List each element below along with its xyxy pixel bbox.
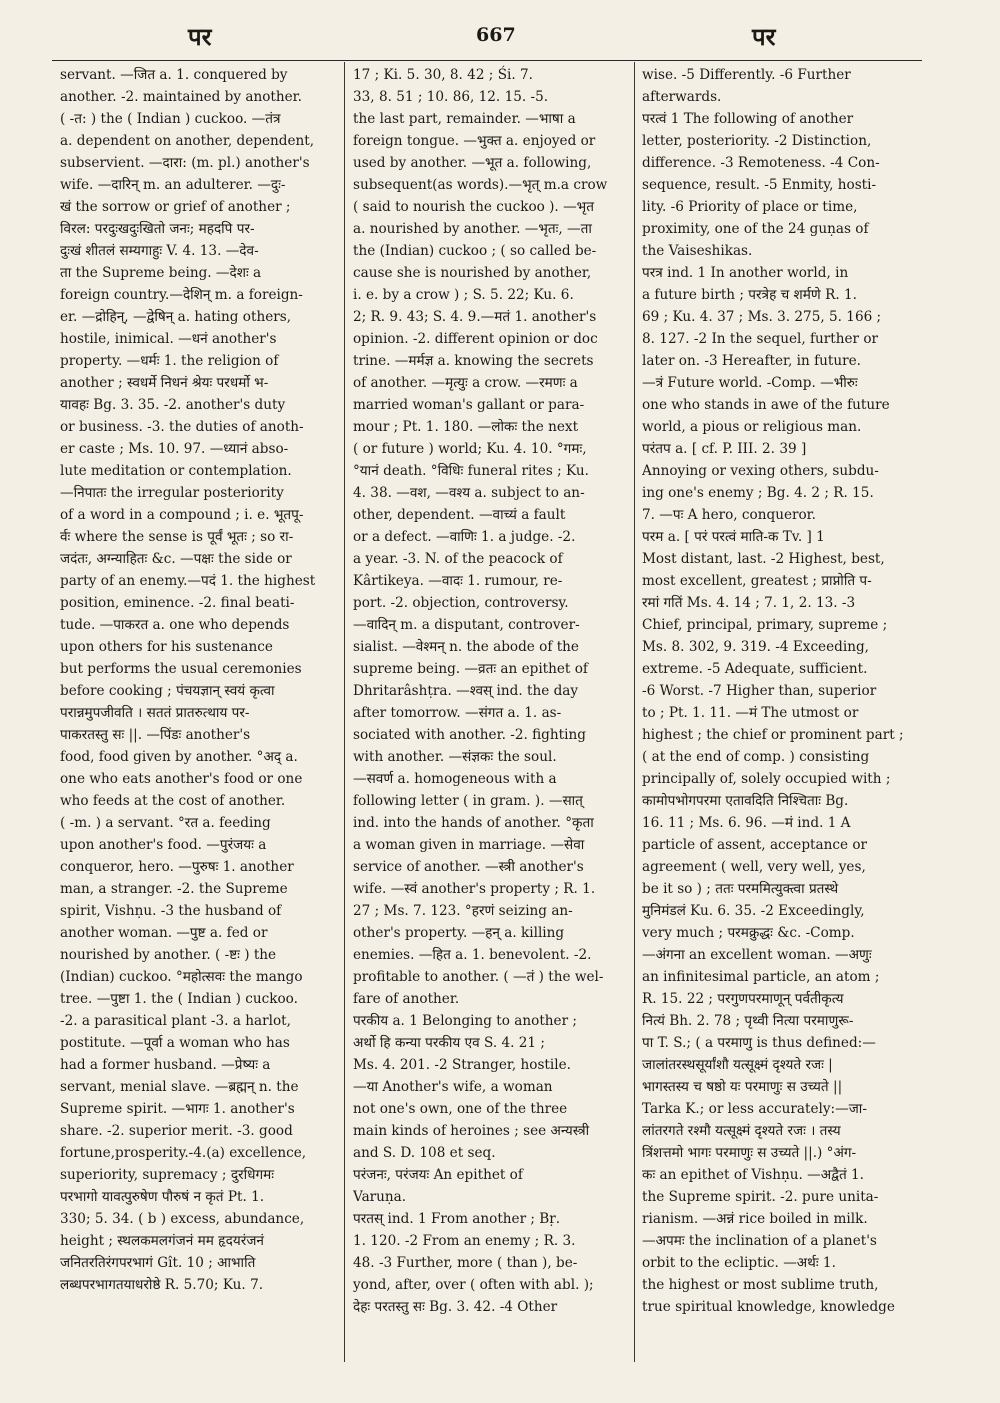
text-line: विरल: परदुःखदुःखितो जनः; महदपि पर-: [60, 221, 255, 237]
column-middle: [353, 64, 629, 1394]
text-line: परंतप a. [ cf. P. III. 2. 39 ]: [642, 441, 807, 457]
page-number: 667: [476, 24, 516, 46]
text-line: पा T. S.; ( a परमाणु is thus defined:—: [642, 1035, 876, 1051]
text-line: the Supreme spirit. -2. pure unita-: [642, 1189, 879, 1205]
text-line: or a defect. —वाणिः 1. a judge. -2.: [353, 529, 576, 545]
text-line: —अपमः the inclination of a planet's: [642, 1233, 877, 1249]
text-line: trine. —मर्मज्ञ a. knowing the secrets: [353, 353, 594, 369]
text-line: er caste ; Ms. 10. 97. —ध्यानं abso-: [60, 441, 289, 457]
text-line: ( said to nourish the cuckoo ). —भृत: [353, 199, 594, 215]
text-line: परतस् ind. 1 From another ; Bṛ.: [353, 1211, 561, 1227]
text-line: opinion. -2. different opinion or doc: [353, 331, 598, 347]
text-line: conqueror, hero. —पुरुषः 1. another: [60, 859, 294, 875]
text-line: the last part, remainder. —भाषा a: [353, 111, 576, 127]
text-line: भागस्तस्य च षष्ठो यः परमाणुः स उच्यते ||: [642, 1079, 843, 1095]
text-line: 69 ; Ku. 4. 37 ; Ms. 3. 275, 5. 166 ;: [642, 309, 882, 325]
text-line: ing one's enemy ; Bg. 4. 2 ; R. 15.: [642, 485, 874, 501]
text-line: Most distant, last. -2 Highest, best,: [642, 551, 885, 567]
text-line: but performs the usual ceremonies: [60, 661, 302, 677]
text-line: 33, 8. 51 ; 10. 86, 12. 15. -5.: [353, 89, 549, 105]
text-line: sociated with another. -2. fighting: [353, 727, 586, 743]
text-line: Kârtikeya. —वादः 1. rumour, re-: [353, 573, 563, 589]
column-left: [60, 64, 338, 1394]
text-line: ( or future ) world; Ku. 4. 10. °गमः,: [353, 441, 587, 457]
text-line: 330; 5. 34. ( b ) excess, abundance,: [60, 1211, 305, 1227]
text-line: त्रिंशत्तमो भागः परमाणुः स उच्यते ||.) °अंग-: [642, 1145, 857, 1161]
text-line: one who eats another's food or one: [60, 771, 303, 787]
text-line: letter, posteriority. -2 Distinction,: [642, 133, 872, 149]
text-line: Annoying or vexing others, subdu-: [642, 463, 879, 479]
text-line: hostile, inimical. —धनं another's: [60, 331, 277, 347]
text-line: port. -2. objection, controversy.: [353, 595, 569, 611]
text-line: a. dependent on another, dependent,: [60, 133, 315, 149]
text-line: —निपातः the irregular posteriority: [60, 485, 284, 501]
text-line: party of an enemy.—पदं 1. the highest: [60, 573, 316, 589]
text-line: very much ; परमक्रुद्धः &c. -Comp.: [642, 925, 855, 941]
text-line: परभागो यावत्पुरुषेण पौरुषं न कृतं Pt. 1.: [60, 1189, 265, 1205]
text-line: लांतरगते रश्मौ यत्सूक्ष्मं दृश्यते रजः । तस्य: [642, 1123, 841, 1139]
text-line: -2. a parasitical plant -3. a harlot,: [60, 1013, 291, 1029]
text-line: Dhritarâshṭra. —श्वस् ind. the day: [353, 683, 579, 699]
text-line: Supreme spirit. —भागः 1. another's: [60, 1101, 295, 1117]
text-line: a year. -3. N. of the peacock of: [353, 551, 563, 567]
text-line: ता the Supreme being. —देशः a: [60, 265, 262, 281]
text-line: Ms. 8. 302, 9. 319. -4 Exceeding,: [642, 639, 869, 655]
text-line: cause she is nourished by another,: [353, 265, 592, 281]
text-line: नित्यं Bh. 2. 78 ; पृथ्वी नित्या परमाणुरू-: [642, 1013, 854, 1029]
text-line: ( -त: ) the ( Indian ) cuckoo. —तंत्र: [60, 111, 281, 127]
text-line: लब्धपरभागतयाधरोष्ठे R. 5.70; Ku. 7.: [60, 1277, 264, 1293]
text-line: fare of another.: [353, 991, 460, 1007]
text-line: जालांतरस्थसूर्यांशौ यत्सूक्ष्मं दृश्यते रजः |: [642, 1057, 833, 1073]
text-line: मुनिमंडलं Ku. 6. 35. -2 Exceedingly,: [642, 903, 865, 919]
text-line: rianism. —अन्नं rice boiled in milk.: [642, 1211, 868, 1227]
text-line: world, a pious or religious man.: [642, 419, 862, 435]
text-line: another woman. —पुष्ट a. fed or: [60, 925, 268, 941]
text-line: i. e. by a crow ) ; S. 5. 22; Ku. 6.: [353, 287, 574, 303]
text-line: later on. -3 Hereafter, in future.: [642, 353, 861, 369]
text-line: who feeds at the cost of another.: [60, 793, 286, 809]
column-divider: [344, 62, 345, 1362]
text-line: other, dependent. —वाच्यं a fault: [353, 507, 566, 523]
text-line: yond, after, over ( often with abl. );: [353, 1277, 594, 1293]
text-line: °यानं death. °विधिः funeral rites ; Ku.: [353, 463, 589, 479]
text-line: true spiritual knowledge, knowledge: [642, 1299, 895, 1315]
text-line: servant, menial slave. —ब्रह्मन् n. the: [60, 1079, 299, 1095]
text-line: another ; स्वधर्मे निधनं श्रेयः परधर्मो भ-: [60, 375, 269, 391]
text-line: following letter ( in gram. ). —सात्: [353, 793, 583, 809]
text-line: रमां गतिं Ms. 4. 14 ; 7. 1, 2. 13. -3: [642, 595, 856, 611]
text-line: foreign tongue. —भुक्त a. enjoyed or: [353, 133, 596, 149]
text-line: —अंगना an excellent woman. —अणुः: [642, 947, 872, 963]
text-line: principally of, solely occupied with ;: [642, 771, 891, 787]
text-line: 16. 11 ; Ms. 6. 96. —मं ind. 1 A: [642, 815, 851, 831]
text-line: most excellent, greatest ; प्राप्नोति प-: [642, 573, 872, 589]
text-line: a future birth ; परत्रेह च शर्मणे R. 1.: [642, 287, 857, 303]
text-line: difference. -3 Remoteness. -4 Con-: [642, 155, 880, 171]
text-line: tree. —पुष्टा 1. the ( Indian ) cuckoo.: [60, 991, 298, 1007]
text-line: extreme. -5 Adequate, sufficient.: [642, 661, 868, 677]
text-line: postitute. —पूर्वा a woman who has: [60, 1035, 290, 1051]
text-line: the (Indian) cuckoo ; ( so called be-: [353, 243, 597, 259]
text-line: position, eminence. -2. final beati-: [60, 595, 295, 611]
text-line: 48. -3 Further, more ( than ), be-: [353, 1255, 578, 1271]
text-line: यावहः Bg. 3. 35. -2. another's duty: [60, 397, 286, 413]
text-line: sialist. —वेश्मन् n. the abode of the: [353, 639, 579, 655]
text-line: to ; Pt. 1. 11. —मं The utmost or: [642, 705, 859, 721]
text-line: upon others for his sustenance: [60, 639, 273, 655]
text-line: main kinds of heroines ; see अन्यस्त्री: [353, 1123, 590, 1139]
text-line: ( -m. ) a servant. °रत a. feeding: [60, 815, 271, 831]
text-line: upon another's food. —पुरंजयः a: [60, 837, 267, 853]
text-line: lity. -6 Priority of place or time,: [642, 199, 858, 215]
text-line: —वादिन् m. a disputant, controver-: [353, 617, 580, 633]
text-line: ( at the end of comp. ) consisting: [642, 749, 870, 765]
text-line: Chief, principal, primary, supreme ;: [642, 617, 888, 633]
text-line: 1. 120. -2 From an enemy ; R. 3.: [353, 1233, 576, 1249]
text-line: अर्थो हि कन्या परकीय एव S. 4. 21 ;: [353, 1035, 545, 1051]
text-line: Varuṇa.: [353, 1189, 407, 1205]
text-line: 2; R. 9. 43; S. 4. 9.—मतं 1. another's: [353, 309, 597, 325]
text-line: servant. —जित a. 1. conquered by: [60, 67, 288, 83]
text-line: परान्नमुपजीवति । सततं प्रातरुत्थाय पर-: [60, 705, 250, 721]
text-line: 27 ; Ms. 7. 123. °हरणं seizing an-: [353, 903, 573, 919]
text-line: service of another. —स्त्री another's: [353, 859, 584, 875]
text-line: man, a stranger. -2. the Supreme: [60, 881, 288, 897]
text-line: 7. —पः A hero, conqueror.: [642, 507, 816, 523]
text-line: married woman's gallant or para-: [353, 397, 585, 413]
text-line: Ms. 4. 201. -2 Stranger, hostile.: [353, 1057, 571, 1073]
text-line: particle of assent, acceptance or: [642, 837, 868, 853]
text-line: जनितरतिरंगपरभागं Gît. 10 ; आभाति: [60, 1255, 256, 1271]
text-line: (Indian) cuckoo. °महोत्सवः the mango: [60, 969, 303, 985]
text-line: ind. into the hands of another. °कृता: [353, 815, 594, 831]
text-line: wife. —दारिन् m. an adulterer. —दुः-: [60, 177, 286, 193]
text-line: height ; स्थलकमलगंजनं मम हृदयरंजनं: [60, 1233, 264, 1249]
text-line: -6 Worst. -7 Higher than, superior: [642, 683, 877, 699]
text-line: —या Another's wife, a woman: [353, 1079, 553, 1095]
text-line: 17 ; Ki. 5. 30, 8. 42 ; Śi. 7.: [353, 67, 533, 83]
text-line: subsequent(as words).—भृत् m.a crow: [353, 177, 608, 193]
text-line: not one's own, one of the three: [353, 1101, 568, 1117]
text-line: share. -2. superior merit. -3. good: [60, 1123, 293, 1139]
text-line: wise. -5 Differently. -6 Further: [642, 67, 851, 83]
text-line: परम a. [ परं परत्वं माति-क Tv. ] 1: [642, 529, 825, 545]
header-rule: [52, 60, 922, 61]
text-line: पाकरतस्तु सः ||. —पिंडः another's: [60, 727, 251, 743]
text-line: one who stands in awe of the future: [642, 397, 890, 413]
text-line: before cooking ; पंचयज्ञान् स्वयं कृत्वा: [60, 683, 275, 699]
text-line: of a word in a compound ; i. e. भूतपू-: [60, 507, 304, 523]
text-line: 4. 38. —वश, —वश्य a. subject to an-: [353, 485, 585, 501]
text-line: जदंतः, अग्न्याहितः &c. —पक्षः the side or: [60, 551, 292, 567]
text-line: —सवर्ण a. homogeneous with a: [353, 771, 557, 787]
text-line: lute meditation or contemplation.: [60, 463, 292, 479]
text-line: another. -2. maintained by another.: [60, 89, 303, 105]
text-line: subservient. —दारा: (m. pl.) another's: [60, 155, 310, 171]
text-line: proximity, one of the 24 guṇas of: [642, 221, 869, 237]
text-line: fortune,prosperity.-4.(a) excellence,: [60, 1145, 307, 1161]
text-line: foreign country.—देशिन् m. a foreign-: [60, 287, 303, 303]
text-line: परत्र ind. 1 In another world, in: [642, 265, 849, 281]
text-line: after tomorrow. —संगत a. 1. as-: [353, 705, 562, 721]
text-line: wife. —स्वं another's property ; R. 1.: [353, 881, 596, 897]
text-line: superiority, supremacy ; दुरधिगमः: [60, 1167, 275, 1183]
text-line: spirit, Vishṇu. -3 the husband of: [60, 903, 282, 919]
text-line: र्वः where the sense is पूर्वं भूतः ; so रा-: [60, 529, 294, 545]
text-line: देहः परतस्तु सः Bg. 3. 42. -4 Other: [353, 1299, 558, 1315]
text-line: afterwards.: [642, 89, 722, 105]
text-line: enemies. —हित a. 1. benevolent. -2.: [353, 947, 592, 963]
text-line: a. nourished by another. —भृतः, —ता: [353, 221, 592, 237]
text-line: er. —द्रोहिन्, —द्वेषिन् a. hating others,: [60, 309, 292, 325]
text-line: sequence, result. -5 Enmity, hosti-: [642, 177, 877, 193]
running-head-left: पर: [188, 22, 212, 51]
text-line: nourished by another. ( -ष्टः ) the: [60, 947, 277, 963]
text-line: with another. —संज्ञकः the soul.: [353, 749, 557, 765]
text-line: and S. D. 108 et seq.: [353, 1145, 496, 1161]
text-line: had a former husband. —प्रेष्यः a: [60, 1057, 271, 1073]
running-head-right: पर: [752, 22, 776, 51]
text-line: the Vaiseshikas.: [642, 243, 753, 259]
text-line: agreement ( well, very well, yes,: [642, 859, 866, 875]
text-line: a woman given in marriage. —सेवा: [353, 837, 585, 853]
text-line: be it so ) ; ततः परममित्युक्त्वा प्रतस्थे: [642, 881, 839, 897]
text-line: orbit to the ecliptic. —अर्थः 1.: [642, 1255, 836, 1271]
text-line: कः an epithet of Vishṇu. —अद्वैतं 1.: [642, 1167, 865, 1183]
text-line: tude. —पाकरत a. one who depends: [60, 617, 290, 633]
text-line: an infinitesimal particle, an atom ;: [642, 969, 880, 985]
column-right: [642, 64, 918, 1394]
text-line: परकीय a. 1 Belonging to another ;: [353, 1013, 577, 1029]
text-line: परत्वं 1 The following of another: [642, 111, 854, 127]
text-line: or business. -3. the duties of anoth-: [60, 419, 304, 435]
text-line: —त्रं Future world. -Comp. —भीरुः: [642, 375, 858, 391]
text-line: other's property. —हन् a. killing: [353, 925, 565, 941]
text-line: mour ; Pt. 1. 180. —लोकः the next: [353, 419, 579, 435]
text-line: R. 15. 22 ; परगुणपरमाणून् पर्वतीकृत्य: [642, 991, 844, 1007]
text-line: profitable to another. ( —तं ) the wel-: [353, 969, 604, 985]
text-line: परंजनः, परंजयः An epithet of: [353, 1167, 523, 1183]
column-divider: [634, 62, 635, 1362]
text-line: कामोपभोगपरमा एतावदिति निश्चिताः Bg.: [642, 793, 849, 809]
text-line: supreme being. —व्रतः an epithet of: [353, 661, 588, 677]
text-line: Tarka K.; or less accurately:—जा-: [642, 1101, 867, 1117]
text-line: 8. 127. -2 In the sequel, further or: [642, 331, 879, 347]
text-line: of another. —मृत्युः a crow. —रमणः a: [353, 375, 578, 391]
text-line: highest ; the chief or prominent part ;: [642, 727, 904, 743]
text-line: दुःखं शीतलं सम्यगाहुः V. 4. 13. —देव-: [60, 243, 259, 259]
text-line: used by another. —भूत a. following,: [353, 155, 592, 171]
text-line: property. —धर्मः 1. the religion of: [60, 353, 279, 369]
text-line: खं the sorrow or grief of another ;: [60, 199, 291, 215]
text-line: the highest or most sublime truth,: [642, 1277, 879, 1293]
text-line: food, food given by another. °अद् a.: [60, 749, 298, 765]
